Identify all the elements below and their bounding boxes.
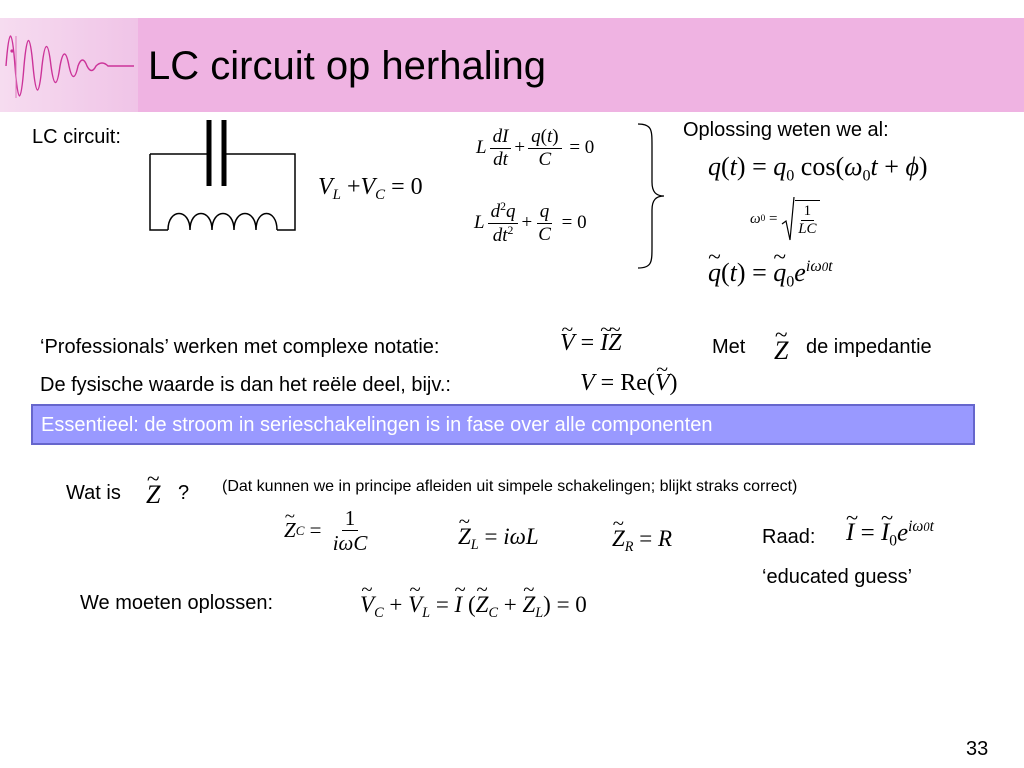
guess-label: Raad:	[762, 526, 816, 548]
question-impedance-symbol: ~ Z	[146, 480, 160, 510]
question-suffix: ?	[178, 482, 190, 504]
lc-circuit-diagram	[148, 118, 300, 234]
educated-guess-text: ‘educated guess’	[762, 566, 913, 588]
diff-equation-2: L $\frac{d^2q}{dt^2}$ + $\frac{q}{C}$ = 0	[474, 200, 587, 246]
real-part-equation: V = Re(~ V)	[580, 370, 678, 397]
derivation-note: (Dat kunnen we in principe afleiden uit simpele schakelingen; blijkt straks correct)	[222, 478, 798, 495]
sqrt-icon	[781, 196, 795, 242]
inductor-impedance-equation: ~ $Z_L = i\omega L$	[458, 524, 539, 554]
solve-equation: ~ $V_C$ + ~ $V_L$ = ~ I (~ $Z_C$ + ~ $Z_L) = 0$	[360, 592, 587, 622]
essential-text: Essentieel: de stroom in serieschakelingen is in fase over alle componenten	[41, 414, 713, 436]
kirchhoff-equation: $V_L +V_C = 0$	[318, 174, 423, 204]
waveform-logo-icon	[0, 18, 138, 112]
omega0-equation: ω 0 = $\frac{1}{LC}$	[750, 196, 820, 242]
impedance-symbol: ~ Z	[774, 336, 788, 366]
complex-solution-equation: ~ q(t) = ~ $q_0e^{i\omega 0t}$	[708, 258, 833, 292]
solve-label: We moeten oplossen:	[80, 592, 274, 614]
impedance-text: de impedantie	[806, 336, 932, 358]
circuit-label: LC circuit:	[32, 126, 121, 148]
resistor-impedance-equation: ~ $Z_R = R$	[612, 526, 672, 556]
professionals-text: ‘Professionals’ werken met complexe notatie:	[40, 336, 440, 358]
met-text: Met	[712, 336, 746, 358]
current-guess-equation: ~ I = ~ $I_0e^{i\omega 0t}$	[846, 518, 934, 551]
slide-title: LC circuit op herhaling	[148, 44, 546, 88]
right-brace-icon	[636, 122, 666, 270]
capacitor-impedance-equation: ~ Z C = $\frac{1}{\text{iωC}}$	[284, 506, 373, 555]
physical-value-text: De fysische waarde is dan het reële deel, bijv.:	[40, 374, 451, 396]
solution-equation: $q(t) = q_0$ $\cos(\omega_0t + \phi)$	[708, 152, 928, 185]
question-prefix: Wat is	[66, 482, 121, 504]
page-number: 33	[966, 738, 989, 760]
solution-label: Oplossing weten we al:	[683, 119, 889, 141]
diff-equation-1: L $\frac{dI}{dt}$ + $\frac{q(t)}{C}$ = 0	[476, 126, 595, 170]
complex-notation-equation: ~ V = ~ I~ Z	[560, 330, 622, 357]
